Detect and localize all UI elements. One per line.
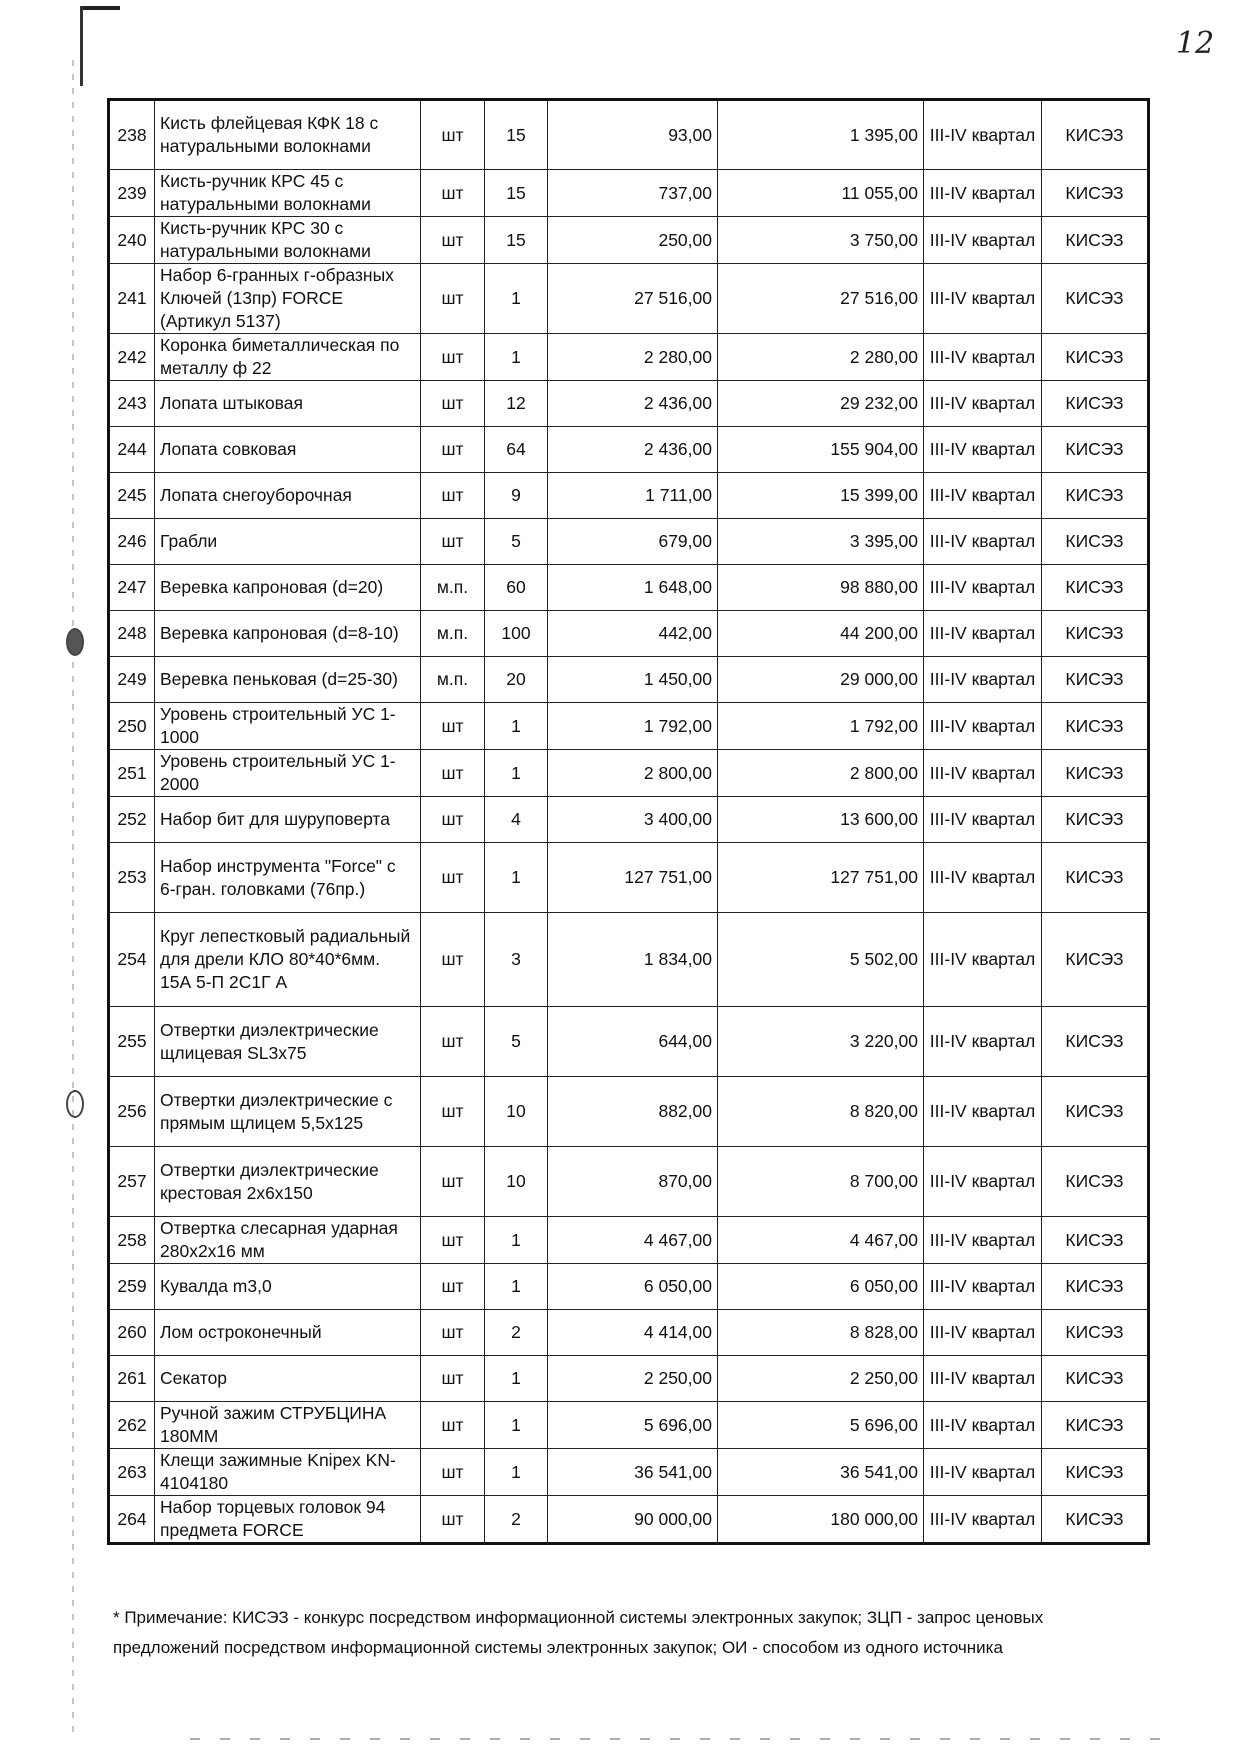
- unit-cell: шт: [421, 381, 485, 427]
- total-sum-cell: 127 751,00: [718, 843, 924, 913]
- delivery-period-cell: III-IV квартал: [924, 170, 1042, 217]
- unit-price-cell: 1 792,00: [548, 703, 718, 750]
- procurement-method-cell: КИСЭЗ: [1042, 797, 1149, 843]
- item-name-cell: Отвертки диэлектрические щлицевая SL3x75: [155, 1007, 421, 1077]
- total-sum-cell: 1 792,00: [718, 703, 924, 750]
- item-name-cell: Набор бит для шуруповерта: [155, 797, 421, 843]
- row-number-cell: 254: [109, 913, 155, 1007]
- quantity-cell: 15: [485, 100, 548, 170]
- unit-price-cell: 27 516,00: [548, 264, 718, 334]
- unit-price-cell: 1 711,00: [548, 473, 718, 519]
- quantity-cell: 1: [485, 843, 548, 913]
- unit-cell: шт: [421, 427, 485, 473]
- delivery-period-cell: III-IV квартал: [924, 1496, 1042, 1544]
- total-sum-cell: 11 055,00: [718, 170, 924, 217]
- row-number-cell: 244: [109, 427, 155, 473]
- row-number-cell: 253: [109, 843, 155, 913]
- quantity-cell: 64: [485, 427, 548, 473]
- table-row: [109, 1077, 1149, 1147]
- unit-cell: шт: [421, 797, 485, 843]
- total-sum-cell: 13 600,00: [718, 797, 924, 843]
- unit-price-cell: 5 696,00: [548, 1402, 718, 1449]
- delivery-period-cell: III-IV квартал: [924, 100, 1042, 170]
- unit-price-cell: 2 800,00: [548, 750, 718, 797]
- table-row: [109, 1496, 1149, 1544]
- table-row: [109, 264, 1149, 334]
- quantity-cell: 9: [485, 473, 548, 519]
- table-row: [109, 1264, 1149, 1310]
- delivery-period-cell: III-IV квартал: [924, 381, 1042, 427]
- unit-cell: м.п.: [421, 611, 485, 657]
- unit-price-cell: 1 648,00: [548, 565, 718, 611]
- total-sum-cell: 27 516,00: [718, 264, 924, 334]
- unit-price-cell: 3 400,00: [548, 797, 718, 843]
- unit-price-cell: 90 000,00: [548, 1496, 718, 1544]
- item-name-cell: Веревка пеньковая (d=25-30): [155, 657, 421, 703]
- unit-cell: шт: [421, 264, 485, 334]
- table-row: [109, 381, 1149, 427]
- procurement-method-cell: КИСЭЗ: [1042, 913, 1149, 1007]
- quantity-cell: 1: [485, 750, 548, 797]
- procurement-method-cell: КИСЭЗ: [1042, 565, 1149, 611]
- table-row: [109, 750, 1149, 797]
- procurement-method-cell: КИСЭЗ: [1042, 473, 1149, 519]
- table-row: [109, 843, 1149, 913]
- table-row: [109, 565, 1149, 611]
- table-row: [109, 1310, 1149, 1356]
- quantity-cell: 1: [485, 1356, 548, 1402]
- item-name-cell: Набор 6-гранных г-образных Ключей (13пр) FORCE (Артикул 5137): [155, 264, 421, 334]
- unit-cell: шт: [421, 473, 485, 519]
- total-sum-cell: 8 828,00: [718, 1310, 924, 1356]
- unit-cell: шт: [421, 100, 485, 170]
- total-sum-cell: 4 467,00: [718, 1217, 924, 1264]
- unit-cell: шт: [421, 1402, 485, 1449]
- total-sum-cell: 5 502,00: [718, 913, 924, 1007]
- unit-price-cell: 442,00: [548, 611, 718, 657]
- quantity-cell: 4: [485, 797, 548, 843]
- procurement-method-cell: КИСЭЗ: [1042, 1217, 1149, 1264]
- unit-price-cell: 2 436,00: [548, 381, 718, 427]
- delivery-period-cell: III-IV квартал: [924, 473, 1042, 519]
- unit-cell: шт: [421, 519, 485, 565]
- punch-hole-mark: [66, 628, 84, 656]
- scan-corner-mark-vertical: [80, 6, 83, 86]
- procurement-table: [107, 98, 1150, 1545]
- quantity-cell: 12: [485, 381, 548, 427]
- procurement-method-cell: КИСЭЗ: [1042, 1264, 1149, 1310]
- total-sum-cell: 36 541,00: [718, 1449, 924, 1496]
- quantity-cell: 2: [485, 1310, 548, 1356]
- delivery-period-cell: III-IV квартал: [924, 843, 1042, 913]
- quantity-cell: 1: [485, 1264, 548, 1310]
- unit-price-cell: 4 467,00: [548, 1217, 718, 1264]
- delivery-period-cell: III-IV квартал: [924, 611, 1042, 657]
- item-name-cell: Круг лепестковый радиальный для дрели КЛО 80*40*6мм. 15А 5-П 2С1Г А: [155, 913, 421, 1007]
- delivery-period-cell: III-IV квартал: [924, 427, 1042, 473]
- delivery-period-cell: III-IV квартал: [924, 1217, 1042, 1264]
- quantity-cell: 3: [485, 913, 548, 1007]
- quantity-cell: 2: [485, 1496, 548, 1544]
- row-number-cell: 238: [109, 100, 155, 170]
- quantity-cell: 1: [485, 1449, 548, 1496]
- unit-price-cell: 127 751,00: [548, 843, 718, 913]
- total-sum-cell: 44 200,00: [718, 611, 924, 657]
- delivery-period-cell: III-IV квартал: [924, 1264, 1042, 1310]
- total-sum-cell: 3 220,00: [718, 1007, 924, 1077]
- procurement-method-cell: КИСЭЗ: [1042, 427, 1149, 473]
- total-sum-cell: 8 700,00: [718, 1147, 924, 1217]
- item-name-cell: Клещи зажимные Knipex KN-4104180: [155, 1449, 421, 1496]
- item-name-cell: Веревка капроновая (d=20): [155, 565, 421, 611]
- delivery-period-cell: III-IV квартал: [924, 1007, 1042, 1077]
- unit-cell: м.п.: [421, 565, 485, 611]
- table-row: [109, 519, 1149, 565]
- unit-price-cell: 679,00: [548, 519, 718, 565]
- procurement-method-cell: КИСЭЗ: [1042, 1077, 1149, 1147]
- delivery-period-cell: III-IV квартал: [924, 565, 1042, 611]
- delivery-period-cell: III-IV квартал: [924, 750, 1042, 797]
- row-number-cell: 241: [109, 264, 155, 334]
- total-sum-cell: 29 232,00: [718, 381, 924, 427]
- unit-cell: шт: [421, 1147, 485, 1217]
- unit-cell: шт: [421, 750, 485, 797]
- item-name-cell: Отвертка слесарная ударная 280x2x16 мм: [155, 1217, 421, 1264]
- delivery-period-cell: III-IV квартал: [924, 657, 1042, 703]
- row-number-cell: 259: [109, 1264, 155, 1310]
- procurement-method-cell: КИСЭЗ: [1042, 334, 1149, 381]
- delivery-period-cell: III-IV квартал: [924, 1147, 1042, 1217]
- row-number-cell: 256: [109, 1077, 155, 1147]
- row-number-cell: 242: [109, 334, 155, 381]
- row-number-cell: 255: [109, 1007, 155, 1077]
- total-sum-cell: 155 904,00: [718, 427, 924, 473]
- table-row: [109, 1402, 1149, 1449]
- table-row: [109, 334, 1149, 381]
- unit-cell: шт: [421, 913, 485, 1007]
- unit-price-cell: 4 414,00: [548, 1310, 718, 1356]
- unit-cell: шт: [421, 1449, 485, 1496]
- procurement-method-cell: КИСЭЗ: [1042, 1449, 1149, 1496]
- unit-price-cell: 2 250,00: [548, 1356, 718, 1402]
- item-name-cell: Набор инструмента "Force" с 6-гран. головками (76пр.): [155, 843, 421, 913]
- row-number-cell: 249: [109, 657, 155, 703]
- row-number-cell: 263: [109, 1449, 155, 1496]
- table-row: [109, 1356, 1149, 1402]
- delivery-period-cell: III-IV квартал: [924, 1077, 1042, 1147]
- item-name-cell: Отвертки диэлектрические с прямым щлицем 5,5x125: [155, 1077, 421, 1147]
- item-name-cell: Кувалда m3,0: [155, 1264, 421, 1310]
- unit-cell: шт: [421, 1077, 485, 1147]
- table-row: [109, 427, 1149, 473]
- table-row: [109, 1449, 1149, 1496]
- row-number-cell: 264: [109, 1496, 155, 1544]
- unit-price-cell: 1 834,00: [548, 913, 718, 1007]
- quantity-cell: 100: [485, 611, 548, 657]
- row-number-cell: 240: [109, 217, 155, 264]
- unit-cell: шт: [421, 170, 485, 217]
- row-number-cell: 247: [109, 565, 155, 611]
- table-row: [109, 1147, 1149, 1217]
- row-number-cell: 239: [109, 170, 155, 217]
- quantity-cell: 1: [485, 1402, 548, 1449]
- table-row: [109, 797, 1149, 843]
- unit-cell: шт: [421, 1356, 485, 1402]
- unit-cell: шт: [421, 334, 485, 381]
- delivery-period-cell: III-IV квартал: [924, 913, 1042, 1007]
- unit-cell: шт: [421, 1310, 485, 1356]
- procurement-method-cell: КИСЭЗ: [1042, 170, 1149, 217]
- punch-hole-mark: [66, 1090, 84, 1118]
- row-number-cell: 246: [109, 519, 155, 565]
- row-number-cell: 251: [109, 750, 155, 797]
- row-number-cell: 245: [109, 473, 155, 519]
- item-name-cell: Уровень строительный УС 1-1000: [155, 703, 421, 750]
- handwritten-page-number: 12: [1176, 26, 1215, 61]
- unit-cell: шт: [421, 843, 485, 913]
- unit-cell: м.п.: [421, 657, 485, 703]
- item-name-cell: Лопата совковая: [155, 427, 421, 473]
- unit-price-cell: 644,00: [548, 1007, 718, 1077]
- item-name-cell: Кисть-ручник КРС 45 с натуральными волокнами: [155, 170, 421, 217]
- quantity-cell: 20: [485, 657, 548, 703]
- procurement-method-cell: КИСЭЗ: [1042, 264, 1149, 334]
- procurement-method-cell: КИСЭЗ: [1042, 1147, 1149, 1217]
- quantity-cell: 10: [485, 1077, 548, 1147]
- quantity-cell: 15: [485, 217, 548, 264]
- item-name-cell: Набор торцевых головок 94 предмета FORCE: [155, 1496, 421, 1544]
- unit-price-cell: 93,00: [548, 100, 718, 170]
- table-row: [109, 473, 1149, 519]
- total-sum-cell: 3 750,00: [718, 217, 924, 264]
- procurement-method-cell: КИСЭЗ: [1042, 217, 1149, 264]
- row-number-cell: 248: [109, 611, 155, 657]
- delivery-period-cell: III-IV квартал: [924, 797, 1042, 843]
- unit-price-cell: 36 541,00: [548, 1449, 718, 1496]
- total-sum-cell: 15 399,00: [718, 473, 924, 519]
- delivery-period-cell: III-IV квартал: [924, 1356, 1042, 1402]
- quantity-cell: 5: [485, 1007, 548, 1077]
- quantity-cell: 15: [485, 170, 548, 217]
- table-row: [109, 913, 1149, 1007]
- procurement-method-cell: КИСЭЗ: [1042, 519, 1149, 565]
- total-sum-cell: 98 880,00: [718, 565, 924, 611]
- unit-price-cell: 2 436,00: [548, 427, 718, 473]
- delivery-period-cell: III-IV квартал: [924, 703, 1042, 750]
- scan-bottom-artifact: [190, 1738, 1160, 1740]
- total-sum-cell: 8 820,00: [718, 1077, 924, 1147]
- procurement-method-cell: КИСЭЗ: [1042, 843, 1149, 913]
- procurement-method-cell: КИСЭЗ: [1042, 1496, 1149, 1544]
- row-number-cell: 260: [109, 1310, 155, 1356]
- total-sum-cell: 2 800,00: [718, 750, 924, 797]
- table-row: [109, 611, 1149, 657]
- procurement-method-cell: КИСЭЗ: [1042, 750, 1149, 797]
- total-sum-cell: 29 000,00: [718, 657, 924, 703]
- total-sum-cell: 2 250,00: [718, 1356, 924, 1402]
- procurement-method-cell: КИСЭЗ: [1042, 381, 1149, 427]
- total-sum-cell: 3 395,00: [718, 519, 924, 565]
- delivery-period-cell: III-IV квартал: [924, 1310, 1042, 1356]
- delivery-period-cell: III-IV квартал: [924, 264, 1042, 334]
- delivery-period-cell: III-IV квартал: [924, 519, 1042, 565]
- item-name-cell: Лопата снегоуборочная: [155, 473, 421, 519]
- unit-price-cell: 6 050,00: [548, 1264, 718, 1310]
- total-sum-cell: 180 000,00: [718, 1496, 924, 1544]
- item-name-cell: Грабли: [155, 519, 421, 565]
- item-name-cell: Лом остроконечный: [155, 1310, 421, 1356]
- item-name-cell: Уровень строительный УС 1-2000: [155, 750, 421, 797]
- table-row: [109, 657, 1149, 703]
- table-row: [109, 217, 1149, 264]
- row-number-cell: 257: [109, 1147, 155, 1217]
- procurement-method-cell: КИСЭЗ: [1042, 1310, 1149, 1356]
- scan-edge-artifact: [72, 60, 74, 1740]
- unit-cell: шт: [421, 703, 485, 750]
- unit-price-cell: 882,00: [548, 1077, 718, 1147]
- unit-cell: шт: [421, 1217, 485, 1264]
- total-sum-cell: 2 280,00: [718, 334, 924, 381]
- row-number-cell: 252: [109, 797, 155, 843]
- item-name-cell: Кисть-ручник КРС 30 с натуральными волокнами: [155, 217, 421, 264]
- item-name-cell: Коронка биметаллическая по металлу ф 22: [155, 334, 421, 381]
- delivery-period-cell: III-IV квартал: [924, 217, 1042, 264]
- unit-price-cell: 870,00: [548, 1147, 718, 1217]
- quantity-cell: 1: [485, 334, 548, 381]
- item-name-cell: Лопата штыковая: [155, 381, 421, 427]
- row-number-cell: 243: [109, 381, 155, 427]
- quantity-cell: 1: [485, 703, 548, 750]
- quantity-cell: 10: [485, 1147, 548, 1217]
- row-number-cell: 262: [109, 1402, 155, 1449]
- table-row: [109, 100, 1149, 170]
- unit-cell: шт: [421, 217, 485, 264]
- quantity-cell: 1: [485, 1217, 548, 1264]
- procurement-method-cell: КИСЭЗ: [1042, 1007, 1149, 1077]
- total-sum-cell: 6 050,00: [718, 1264, 924, 1310]
- row-number-cell: 258: [109, 1217, 155, 1264]
- item-name-cell: Секатор: [155, 1356, 421, 1402]
- table-row: [109, 1007, 1149, 1077]
- unit-price-cell: 737,00: [548, 170, 718, 217]
- row-number-cell: 261: [109, 1356, 155, 1402]
- delivery-period-cell: III-IV квартал: [924, 1449, 1042, 1496]
- unit-cell: шт: [421, 1264, 485, 1310]
- procurement-method-cell: КИСЭЗ: [1042, 611, 1149, 657]
- quantity-cell: 5: [485, 519, 548, 565]
- procurement-method-cell: КИСЭЗ: [1042, 657, 1149, 703]
- item-name-cell: Отвертки диэлектрические крестовая 2x6x150: [155, 1147, 421, 1217]
- unit-cell: шт: [421, 1007, 485, 1077]
- total-sum-cell: 1 395,00: [718, 100, 924, 170]
- quantity-cell: 1: [485, 264, 548, 334]
- table-row: [109, 1217, 1149, 1264]
- unit-price-cell: 250,00: [548, 217, 718, 264]
- procurement-method-cell: КИСЭЗ: [1042, 703, 1149, 750]
- total-sum-cell: 5 696,00: [718, 1402, 924, 1449]
- unit-price-cell: 1 450,00: [548, 657, 718, 703]
- item-name-cell: Веревка капроновая (d=8-10): [155, 611, 421, 657]
- procurement-method-cell: КИСЭЗ: [1042, 1402, 1149, 1449]
- procurement-method-cell: КИСЭЗ: [1042, 100, 1149, 170]
- item-name-cell: Ручной зажим СТРУБЦИНА 180ММ: [155, 1402, 421, 1449]
- item-name-cell: Кисть флейцевая КФК 18 с натуральными волокнами: [155, 100, 421, 170]
- procurement-method-cell: КИСЭЗ: [1042, 1356, 1149, 1402]
- table-row: [109, 703, 1149, 750]
- scan-corner-mark: [80, 6, 120, 10]
- footnote: * Примечание: КИСЭЗ - конкурс посредством информационной системы электронных закупок; ЗЦП - запрос ценовых предложений посредством информационной системы электронных закупок; ОИ - способом из одного источника: [113, 1608, 1044, 1657]
- table-row: [109, 170, 1149, 217]
- delivery-period-cell: III-IV квартал: [924, 1402, 1042, 1449]
- row-number-cell: 250: [109, 703, 155, 750]
- quantity-cell: 60: [485, 565, 548, 611]
- unit-price-cell: 2 280,00: [548, 334, 718, 381]
- table-body: [109, 100, 1149, 1544]
- delivery-period-cell: III-IV квартал: [924, 334, 1042, 381]
- unit-cell: шт: [421, 1496, 485, 1544]
